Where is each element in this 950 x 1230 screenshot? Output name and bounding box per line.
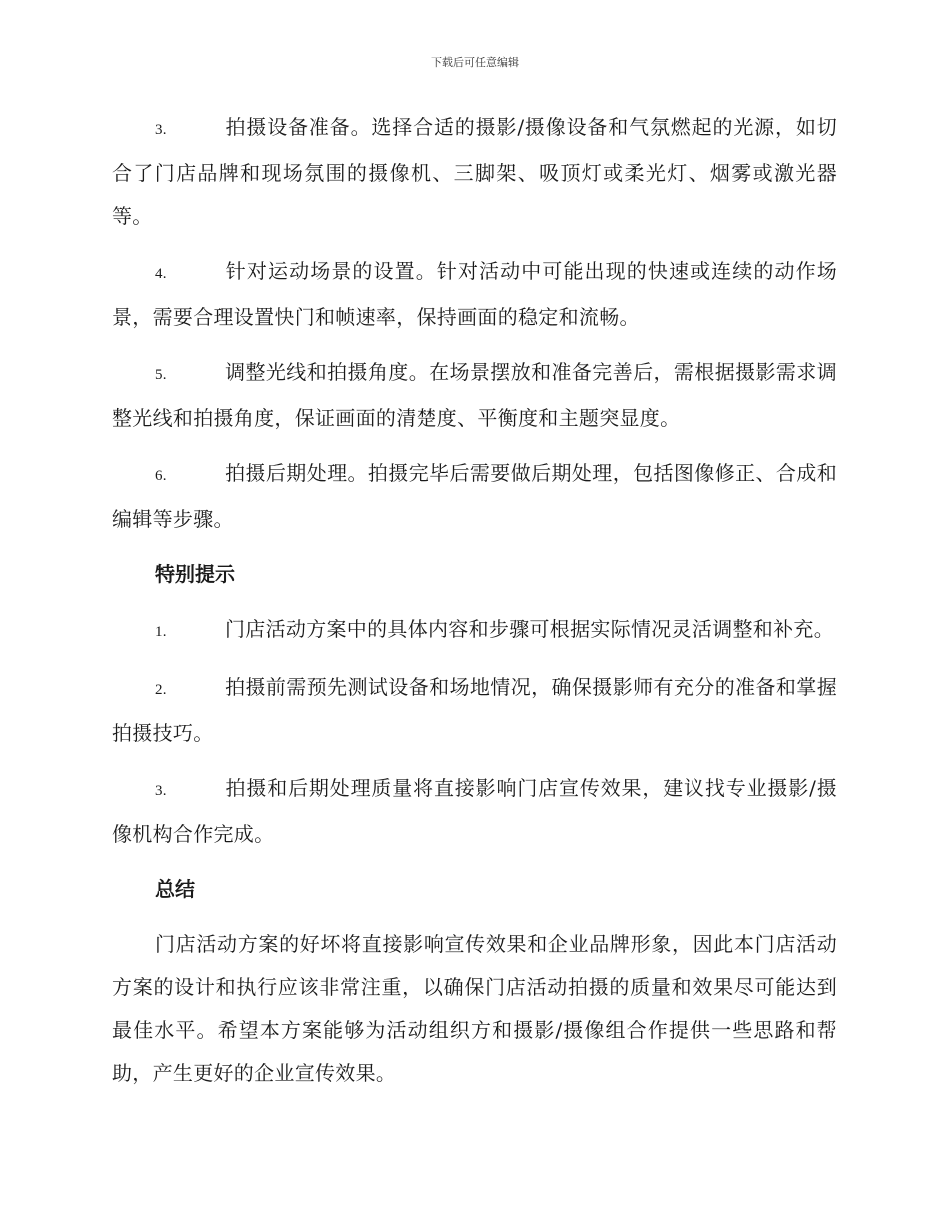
item-text: 拍摄后期处理。拍摄完毕后需要做后期处理，包括图像修正、合成和编辑等步骤。: [112, 461, 837, 531]
list-item: [112, 250, 837, 339]
item-number: 3.: [155, 783, 167, 799]
list-item: [112, 666, 837, 755]
item-number: 6.: [155, 468, 167, 484]
header-note: 下载后可任意编辑: [431, 56, 519, 69]
summary-paragraph: 门店活动方案的好坏将直接影响宣传效果和企业品牌形象，因此本门店活动方案的设计和执行应该非常注重，以确保门店活动拍摄的质量和效果尽可能达到最佳水平。希望本方案能够为活动组织方和摄影/摄像组合作提供一些思路和帮助，产生更好的企业宣传效果。: [112, 932, 837, 1085]
item-number: 5.: [155, 367, 167, 383]
item-text: 拍摄前需预先测试设备和场地情况，确保摄影师有充分的准备和掌握拍摄技巧。: [112, 675, 837, 745]
item-text: 拍摄和后期处理质量将直接影响门店宣传效果，建议找专业摄影/摄像机构合作完成。: [112, 776, 837, 846]
item-text: 门店活动方案中的具体内容和步骤可根据实际情况灵活调整和补充。: [225, 617, 834, 641]
document-body: [112, 106, 837, 1107]
list-item: [112, 767, 837, 856]
list-item: [112, 452, 837, 541]
item-number: 3.: [155, 122, 167, 138]
item-text: 针对运动场景的设置。针对活动中可能出现的快速或连续的动作场景，需要合理设置快门和帧速率，保持画面的稳定和流畅。: [112, 259, 837, 329]
item-text: 拍摄设备准备。选择合适的摄影/摄像设备和气氛燃起的光源，如切合了门店品牌和现场氛围的摄像机、三脚架、吸顶灯或柔光灯、烟雾或激光器等。: [112, 115, 837, 228]
list-item: [112, 608, 837, 654]
list-item: [112, 106, 837, 238]
section-heading-summary: 总结: [155, 877, 195, 901]
section-heading-special-tips: 特别提示: [155, 562, 235, 586]
list-item: [112, 351, 837, 440]
item-text: 调整光线和拍摄角度。在场景摆放和准备完善后，需根据摄影需求调整光线和拍摄角度，保证画面的清楚度、平衡度和主题突显度。: [112, 360, 837, 430]
item-number: 1.: [155, 624, 167, 640]
item-number: 2.: [155, 682, 167, 698]
item-number: 4.: [155, 266, 167, 282]
